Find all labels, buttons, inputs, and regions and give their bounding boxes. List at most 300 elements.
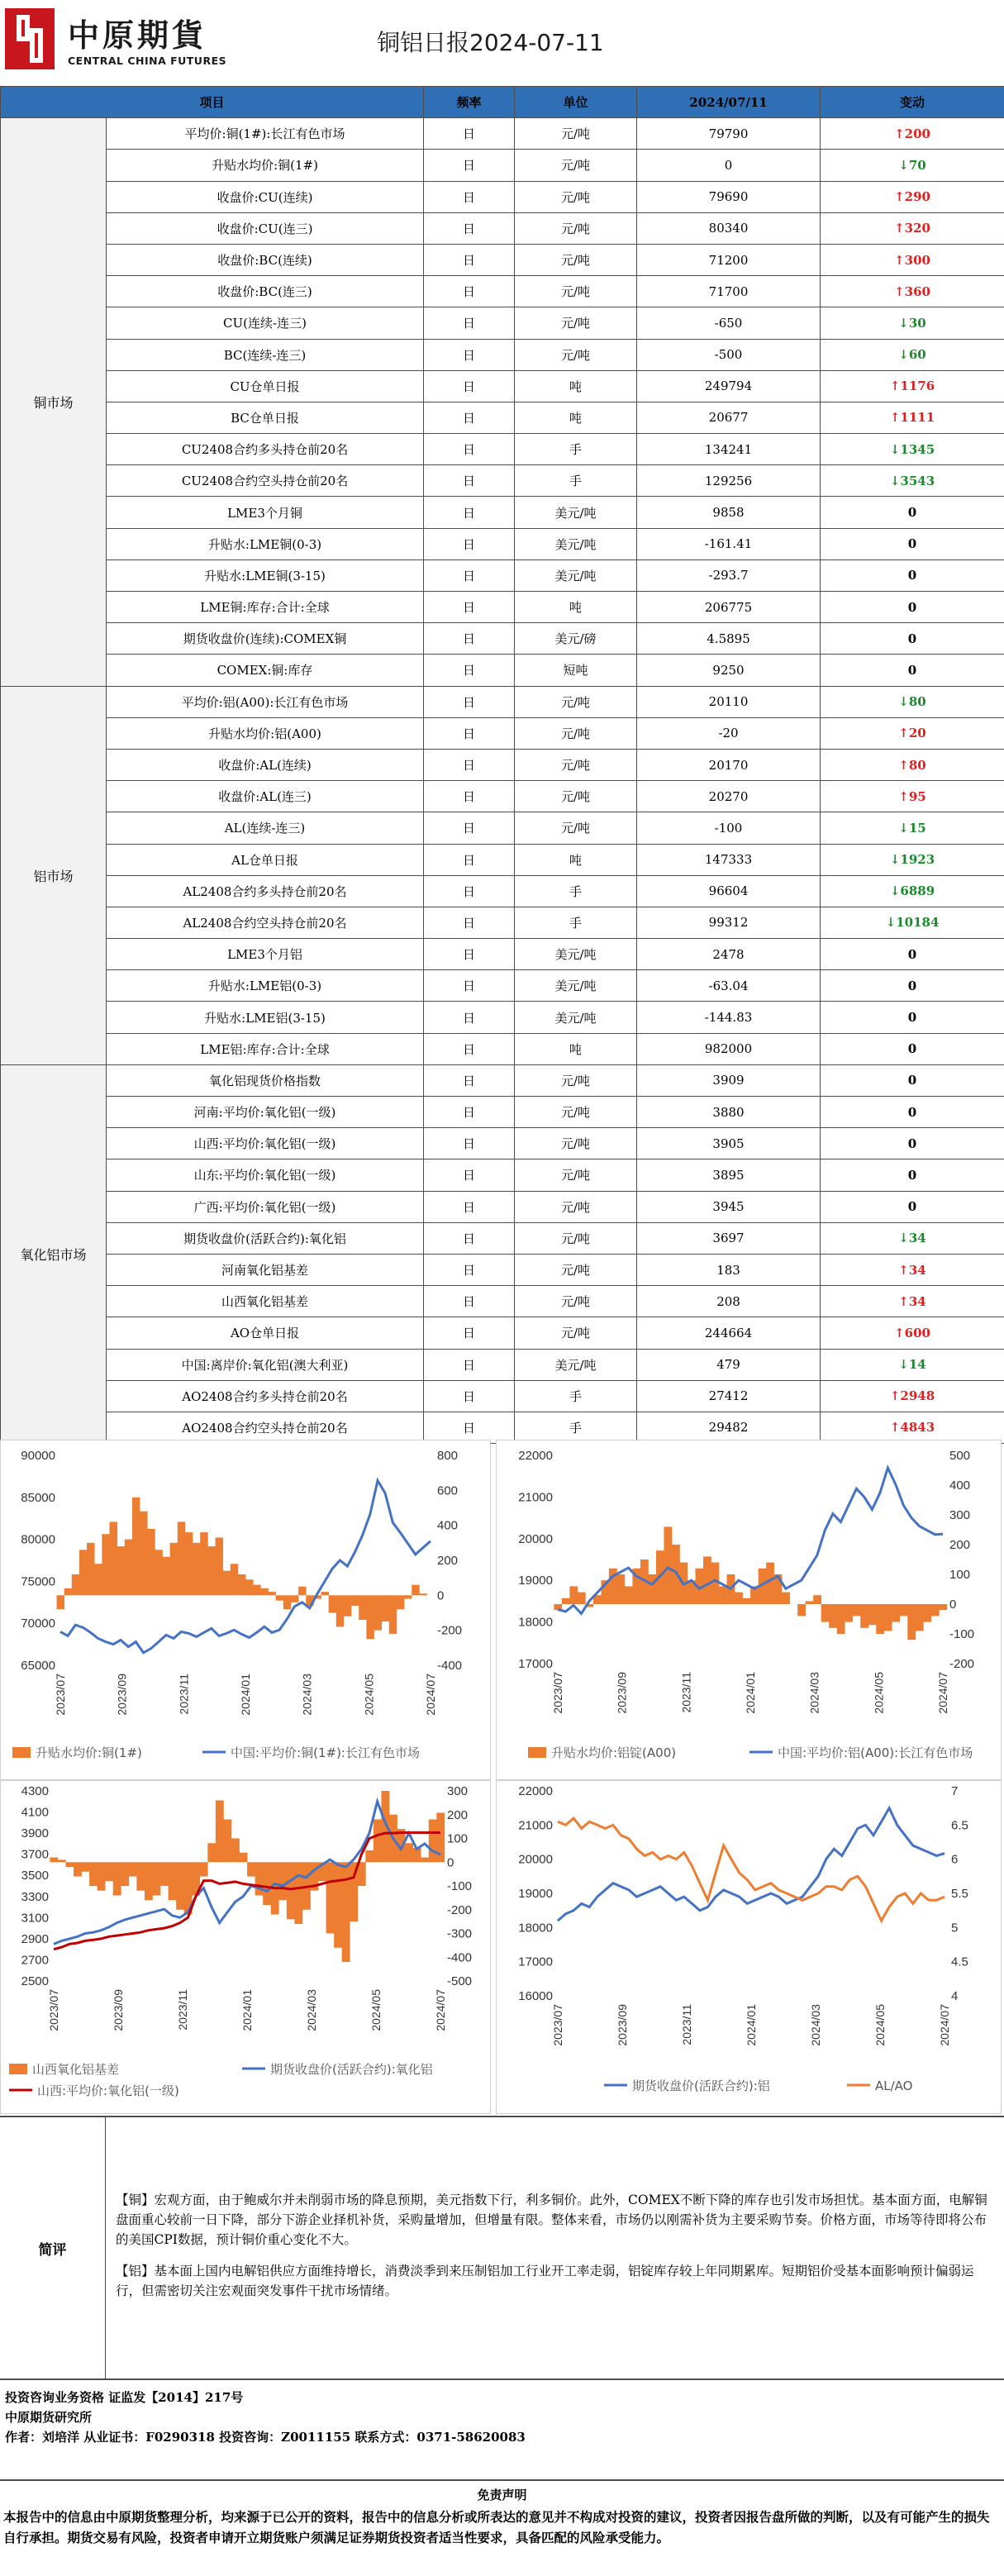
chart-copper-svg bbox=[1, 1440, 492, 1781]
area-bar bbox=[58, 1859, 66, 1862]
y-right-tick: 400 bbox=[949, 1478, 971, 1493]
cell-change: ↓1923 bbox=[821, 844, 1004, 875]
cell-item: AO2408合约多头持仓前20名 bbox=[107, 1380, 424, 1412]
area-bar bbox=[845, 1604, 853, 1622]
area-bar bbox=[287, 1862, 295, 1919]
cell-value: 4.5895 bbox=[637, 623, 821, 655]
area-bar bbox=[829, 1604, 837, 1628]
y-left-tick: 19000 bbox=[518, 1887, 553, 1901]
legend-label: 升贴水均价:铝锭(A00) bbox=[551, 1745, 677, 1760]
area-bar bbox=[436, 1812, 445, 1862]
commentary-aluminium: 【铝】基本面上国内电解铝供应方面维持增长，消费淡季到来压制铝加工行业开工率走弱，铝锭库存较上年同期累库。短期铝价受基本面影响预计偏弱运行，但需密切关注宏观面突发事件干扰市场情绪。 bbox=[116, 2264, 974, 2298]
area-bar bbox=[719, 1586, 727, 1604]
table-row bbox=[1, 1033, 1004, 1064]
cell-item: 升贴水:LME铝(3-15) bbox=[107, 1002, 424, 1033]
commentary-copper: 【铜】宏观方面，由于鲍威尔并未削弱市场的降息预期，美元指数下行，利多铜价。此外，COMEX不断下降的库存也引发市场担忧。基本面方面，电解铜盘面重心较前一日下降，部分下游企业择机补货，采购量增加，但增量有限。整体来看，市场仍以刚需补货为主要采购节奏。价格方面，市场等待即将公布的美国CPI数据，预计铜价重心变化不大。 bbox=[116, 2193, 987, 2247]
area-bar bbox=[207, 1546, 215, 1595]
series-line bbox=[558, 1818, 945, 1921]
table-row bbox=[1, 402, 1004, 433]
area-bar bbox=[223, 1820, 231, 1863]
cell-frequency: 日 bbox=[424, 150, 515, 181]
area-bar bbox=[569, 1586, 578, 1604]
y-right-tick: -200 bbox=[447, 1902, 473, 1917]
cell-unit: 元/吨 bbox=[515, 1254, 637, 1285]
area-bar bbox=[147, 1529, 155, 1595]
area-bar bbox=[94, 1564, 102, 1595]
x-tick: 2023/07 bbox=[54, 1674, 67, 1716]
area-bar bbox=[178, 1521, 185, 1595]
y-left-tick: 18000 bbox=[518, 1921, 553, 1936]
area-bar bbox=[145, 1862, 153, 1900]
cell-item: 收盘价:BC(连续) bbox=[107, 244, 424, 275]
legend-label: 期货收盘价(活跃合约):铝 bbox=[632, 2078, 770, 2093]
cell-unit: 吨 bbox=[515, 370, 637, 402]
x-tick: 2024/03 bbox=[305, 1989, 318, 2031]
y-left-tick: 3500 bbox=[21, 1869, 49, 1883]
cell-change: 0 bbox=[821, 592, 1004, 623]
area-bar bbox=[132, 1498, 140, 1596]
table-row bbox=[1, 244, 1004, 275]
table-row bbox=[1, 212, 1004, 244]
area-bar bbox=[421, 1858, 429, 1863]
cell-unit: 手 bbox=[515, 434, 637, 465]
cell-item: 升贴水:LME铜(0-3) bbox=[107, 528, 424, 559]
area-bar bbox=[245, 1579, 253, 1595]
y-left-tick: 20000 bbox=[518, 1531, 553, 1546]
cell-frequency: 日 bbox=[424, 402, 515, 433]
cell-change: ↑20 bbox=[821, 717, 1004, 749]
cell-change: 0 bbox=[821, 1064, 1004, 1096]
table-row bbox=[1, 1002, 1004, 1033]
y-left-tick: 22000 bbox=[518, 1449, 553, 1463]
area-bar bbox=[397, 1595, 404, 1609]
footer-institute: 中原期货研究所 bbox=[5, 2410, 93, 2425]
report-title: 铜铝日报2024-07-11 bbox=[377, 29, 604, 56]
section-label: 铜市场 bbox=[1, 118, 107, 686]
area-bar bbox=[404, 1595, 412, 1598]
area-bar bbox=[79, 1550, 87, 1595]
cell-value: 99312 bbox=[637, 907, 821, 938]
cell-unit: 元/吨 bbox=[515, 749, 637, 780]
col-header-unit: 单位 bbox=[515, 87, 637, 118]
cell-unit: 美元/吨 bbox=[515, 939, 637, 970]
area-bar bbox=[253, 1585, 260, 1596]
area-bar bbox=[359, 1595, 366, 1620]
cell-frequency: 日 bbox=[424, 434, 515, 465]
cell-change: 0 bbox=[821, 1191, 1004, 1222]
cell-frequency: 日 bbox=[424, 812, 515, 844]
area-bar bbox=[648, 1574, 656, 1604]
area-bar bbox=[223, 1571, 231, 1596]
y-left-tick: 75000 bbox=[21, 1574, 55, 1589]
table-row bbox=[1, 749, 1004, 780]
cell-frequency: 日 bbox=[424, 1222, 515, 1254]
cell-item: 升贴水:LME铝(0-3) bbox=[107, 970, 424, 1002]
cell-unit: 吨 bbox=[515, 592, 637, 623]
cell-item: 收盘价:AL(连三) bbox=[107, 781, 424, 812]
x-tick: 2023/09 bbox=[616, 2004, 629, 2046]
table-row bbox=[1, 1222, 1004, 1254]
area-bar bbox=[907, 1604, 916, 1640]
cell-change: ↓1345 bbox=[821, 434, 1004, 465]
area-bar bbox=[923, 1604, 931, 1622]
cell-unit: 元/吨 bbox=[515, 717, 637, 749]
area-bar bbox=[821, 1604, 830, 1622]
cell-value: 80340 bbox=[637, 212, 821, 244]
area-bar bbox=[336, 1595, 344, 1626]
x-tick: 2023/11 bbox=[680, 2004, 693, 2045]
y-left-tick: 3300 bbox=[21, 1889, 49, 1904]
cell-item: 期货收盘价(活跃合约):氧化铝 bbox=[107, 1222, 424, 1254]
chart-aluminium-premium bbox=[496, 1440, 1002, 1780]
cell-frequency: 日 bbox=[424, 181, 515, 212]
table-row bbox=[1, 307, 1004, 339]
cell-frequency: 日 bbox=[424, 1412, 515, 1443]
area-bar bbox=[72, 1574, 79, 1595]
area-bar bbox=[916, 1604, 924, 1631]
area-bar bbox=[176, 1862, 184, 1910]
table-row bbox=[1, 1128, 1004, 1159]
cell-item: 收盘价:CU(连三) bbox=[107, 212, 424, 244]
cell-change: ↑360 bbox=[821, 276, 1004, 307]
cell-unit: 元/吨 bbox=[515, 1317, 637, 1349]
area-bar bbox=[405, 1843, 413, 1862]
cell-frequency: 日 bbox=[424, 465, 515, 497]
area-bar bbox=[231, 1564, 238, 1595]
area-bar bbox=[344, 1595, 351, 1616]
area-bar bbox=[326, 1862, 335, 1933]
y-left-tick: 80000 bbox=[21, 1532, 55, 1547]
table-row bbox=[1, 812, 1004, 844]
area-bar bbox=[110, 1521, 117, 1595]
cell-item: 升贴水均价:铜(1#) bbox=[107, 150, 424, 181]
area-bar bbox=[900, 1604, 908, 1616]
table-row bbox=[1, 1286, 1004, 1317]
disclaimer-section bbox=[0, 2479, 1004, 2548]
cell-change: 0 bbox=[821, 655, 1004, 686]
area-bar bbox=[87, 1543, 94, 1596]
cell-frequency: 日 bbox=[424, 781, 515, 812]
y-right-tick: 4 bbox=[951, 1989, 959, 2003]
area-bar bbox=[797, 1604, 806, 1616]
table-row bbox=[1, 623, 1004, 655]
x-tick: 2024/03 bbox=[809, 2004, 822, 2046]
disclaimer-body: 本报告中的信息由中原期货整理分析，均来源于已公开的资料，报告中的信息分析或所表达的意见并不构成对投资的建议，投资者因报告盘所做的判断，以及有可能产生的损失自行承担。期货交易有风险，投资者申请开立期货账户须满足证券期货投资者适当性要求，具备匹配的风险承受能力。 bbox=[3, 2509, 990, 2545]
y-right-tick: 300 bbox=[447, 1784, 469, 1798]
cell-change: 0 bbox=[821, 1033, 1004, 1064]
area-bar bbox=[429, 1820, 437, 1863]
x-tick: 2024/05 bbox=[873, 2004, 887, 2046]
cell-change: ↑2948 bbox=[821, 1380, 1004, 1412]
cell-change: 0 bbox=[821, 939, 1004, 970]
cell-unit: 元/吨 bbox=[515, 1222, 637, 1254]
x-tick: 2023/07 bbox=[47, 1989, 60, 2031]
cell-value: 9250 bbox=[637, 655, 821, 686]
y-right-tick: -200 bbox=[437, 1623, 463, 1638]
cell-value: 71200 bbox=[637, 244, 821, 275]
table-row bbox=[1, 907, 1004, 938]
cell-change: ↓6889 bbox=[821, 875, 1004, 907]
chart-aluminium-svg bbox=[497, 1440, 1002, 1781]
y-left-tick: 90000 bbox=[21, 1449, 55, 1463]
y-right-tick: -500 bbox=[447, 1974, 473, 1988]
chart-alumina-basis bbox=[0, 1780, 491, 2114]
area-bar bbox=[382, 1595, 389, 1621]
table-row bbox=[1, 1159, 1004, 1191]
cell-item: 平均价:铜(1#):长江有色市场 bbox=[107, 118, 424, 150]
cell-unit: 手 bbox=[515, 1412, 637, 1443]
area-bar bbox=[152, 1862, 160, 1895]
cell-frequency: 日 bbox=[424, 907, 515, 938]
cell-unit: 美元/吨 bbox=[515, 528, 637, 559]
y-right-tick: 400 bbox=[437, 1518, 459, 1533]
table-row bbox=[1, 781, 1004, 812]
cell-value: 3895 bbox=[637, 1159, 821, 1191]
area-bar bbox=[412, 1585, 419, 1596]
cell-item: CU(连续-连三) bbox=[107, 307, 424, 339]
cell-change: 0 bbox=[821, 1128, 1004, 1159]
cell-unit: 元/吨 bbox=[515, 339, 637, 370]
area-bar bbox=[169, 1862, 177, 1900]
table-row bbox=[1, 1412, 1004, 1443]
area-bar bbox=[703, 1556, 711, 1604]
table-row bbox=[1, 970, 1004, 1002]
x-tick: 2024/03 bbox=[300, 1674, 314, 1716]
cell-value: 982000 bbox=[637, 1033, 821, 1064]
cell-value: 3697 bbox=[637, 1222, 821, 1254]
area-bar bbox=[82, 1862, 90, 1872]
cell-value: 479 bbox=[637, 1349, 821, 1380]
legend-swatch bbox=[9, 2064, 27, 2074]
area-bar bbox=[876, 1604, 884, 1634]
cell-frequency: 日 bbox=[424, 1002, 515, 1033]
cell-change: ↓60 bbox=[821, 339, 1004, 370]
cell-unit: 元/吨 bbox=[515, 276, 637, 307]
cell-change: ↓14 bbox=[821, 1349, 1004, 1380]
cell-unit: 美元/吨 bbox=[515, 497, 637, 528]
chart-al-ao-ratio bbox=[496, 1780, 1002, 2114]
company-logo bbox=[5, 8, 55, 69]
cell-value: 20170 bbox=[637, 749, 821, 780]
cell-item: CU仓单日报 bbox=[107, 370, 424, 402]
area-bar bbox=[939, 1604, 947, 1610]
x-tick: 2023/11 bbox=[679, 1672, 693, 1713]
y-right-tick: 800 bbox=[437, 1449, 459, 1463]
y-left-tick: 20000 bbox=[518, 1852, 553, 1867]
area-bar bbox=[263, 1862, 271, 1905]
x-tick: 2024/05 bbox=[369, 1989, 383, 2031]
table-row bbox=[1, 339, 1004, 370]
area-bar bbox=[782, 1593, 790, 1604]
cell-item: AL2408合约多头持仓前20名 bbox=[107, 875, 424, 907]
area-bar bbox=[200, 1862, 208, 1876]
cell-unit: 美元/吨 bbox=[515, 1349, 637, 1380]
area-bar bbox=[216, 1537, 223, 1595]
legend-label: 山西氧化铝基差 bbox=[32, 2062, 120, 2077]
cell-item: AO2408合约空头持仓前20名 bbox=[107, 1412, 424, 1443]
area-bar bbox=[931, 1604, 940, 1616]
y-left-tick: 2700 bbox=[21, 1953, 49, 1968]
cell-change: ↓70 bbox=[821, 150, 1004, 181]
cell-change: ↑1176 bbox=[821, 370, 1004, 402]
cell-value: 3905 bbox=[637, 1128, 821, 1159]
cell-unit: 元/吨 bbox=[515, 307, 637, 339]
y-right-tick: 300 bbox=[949, 1508, 971, 1522]
area-bar bbox=[766, 1563, 774, 1604]
cell-change: 0 bbox=[821, 970, 1004, 1002]
cell-frequency: 日 bbox=[424, 970, 515, 1002]
cell-frequency: 日 bbox=[424, 244, 515, 275]
table-row bbox=[1, 276, 1004, 307]
cell-value: 129256 bbox=[637, 465, 821, 497]
area-bar bbox=[283, 1595, 291, 1609]
x-tick: 2023/07 bbox=[551, 1672, 564, 1714]
area-bar bbox=[89, 1862, 98, 1886]
market-data-table bbox=[0, 86, 1004, 1444]
cell-value: 134241 bbox=[637, 434, 821, 465]
area-bar bbox=[102, 1534, 109, 1595]
cell-unit: 吨 bbox=[515, 1033, 637, 1064]
area-bar bbox=[334, 1862, 342, 1948]
cell-value: 71700 bbox=[637, 276, 821, 307]
table-row bbox=[1, 939, 1004, 970]
cell-change: 0 bbox=[821, 1159, 1004, 1191]
cell-change: 0 bbox=[821, 1002, 1004, 1033]
cell-value: 79690 bbox=[637, 181, 821, 212]
area-bar bbox=[57, 1595, 64, 1609]
cell-value: -144.83 bbox=[637, 1002, 821, 1033]
x-tick: 2024/05 bbox=[362, 1674, 376, 1716]
x-tick: 2023/09 bbox=[115, 1674, 129, 1716]
cell-item: BC(连续-连三) bbox=[107, 339, 424, 370]
area-bar bbox=[50, 1858, 58, 1863]
area-bar bbox=[105, 1862, 113, 1881]
area-bar bbox=[269, 1592, 276, 1595]
y-left-tick: 21000 bbox=[518, 1490, 553, 1505]
legend-label: 升贴水均价:铜(1#) bbox=[36, 1745, 142, 1760]
area-bar bbox=[743, 1598, 751, 1604]
table-row bbox=[1, 1064, 1004, 1096]
y-left-tick: 3700 bbox=[21, 1847, 49, 1862]
cell-value: 147333 bbox=[637, 844, 821, 875]
cell-unit: 元/吨 bbox=[515, 1191, 637, 1222]
cell-item: 期货收盘价(连续):COMEX铜 bbox=[107, 623, 424, 655]
table-row bbox=[1, 717, 1004, 749]
cell-unit: 美元/磅 bbox=[515, 623, 637, 655]
cell-value: 3880 bbox=[637, 1097, 821, 1128]
x-tick: 2023/09 bbox=[112, 1989, 125, 2031]
cell-value: 20677 bbox=[637, 402, 821, 433]
cell-change: 0 bbox=[821, 623, 1004, 655]
x-tick: 2023/11 bbox=[176, 1989, 189, 2031]
cell-change: 0 bbox=[821, 528, 1004, 559]
cell-frequency: 日 bbox=[424, 686, 515, 717]
table-row bbox=[1, 559, 1004, 591]
cell-unit: 短吨 bbox=[515, 655, 637, 686]
cell-frequency: 日 bbox=[424, 118, 515, 150]
y-right-tick: 0 bbox=[949, 1598, 957, 1612]
cell-unit: 元/吨 bbox=[515, 1159, 637, 1191]
area-bar bbox=[389, 1595, 397, 1634]
legend-label: 中国:平均价:铝(A00):长江有色市场 bbox=[778, 1745, 973, 1760]
cell-frequency: 日 bbox=[424, 276, 515, 307]
cell-change: ↑290 bbox=[821, 181, 1004, 212]
cell-change: 0 bbox=[821, 497, 1004, 528]
cell-frequency: 日 bbox=[424, 370, 515, 402]
x-tick: 2024/01 bbox=[744, 1672, 757, 1714]
cell-unit: 元/吨 bbox=[515, 781, 637, 812]
x-tick: 2024/01 bbox=[240, 1989, 254, 2031]
legend-label: 中国:平均价:铜(1#):长江有色市场 bbox=[231, 1745, 420, 1760]
cell-unit: 吨 bbox=[515, 402, 637, 433]
cell-frequency: 日 bbox=[424, 592, 515, 623]
area-bar bbox=[113, 1862, 121, 1895]
cell-unit: 元/吨 bbox=[515, 812, 637, 844]
cell-value: -500 bbox=[637, 339, 821, 370]
col-header-change: 变动 bbox=[821, 87, 1004, 118]
cell-item: AL(连续-连三) bbox=[107, 812, 424, 844]
cell-value: 27412 bbox=[637, 1380, 821, 1412]
area-bar bbox=[625, 1586, 633, 1604]
y-right-tick: 200 bbox=[949, 1538, 971, 1552]
chart-copper-premium bbox=[0, 1440, 491, 1780]
col-header-item: 项目 bbox=[1, 87, 424, 118]
cell-item: AL仓单日报 bbox=[107, 844, 424, 875]
cell-unit: 手 bbox=[515, 907, 637, 938]
y-right-tick: 500 bbox=[949, 1449, 971, 1463]
cell-item: 收盘价:BC(连三) bbox=[107, 276, 424, 307]
area-bar bbox=[616, 1574, 625, 1604]
x-tick: 2024/05 bbox=[872, 1672, 886, 1714]
area-bar bbox=[193, 1543, 200, 1596]
cell-value: 183 bbox=[637, 1254, 821, 1285]
area-bar bbox=[74, 1862, 82, 1876]
area-bar bbox=[238, 1574, 245, 1595]
cell-value: -63.04 bbox=[637, 970, 821, 1002]
y-left-tick: 65000 bbox=[21, 1659, 55, 1673]
y-left-tick: 4100 bbox=[21, 1805, 49, 1820]
cell-unit: 元/吨 bbox=[515, 150, 637, 181]
cell-item: 河南氧化铝基差 bbox=[107, 1254, 424, 1285]
area-bar bbox=[298, 1587, 306, 1596]
y-right-tick: 100 bbox=[447, 1831, 469, 1846]
cell-value: 208 bbox=[637, 1286, 821, 1317]
area-bar bbox=[185, 1532, 193, 1595]
footer-author: 作者：刘培洋 从业证书：F0290318 投资咨询：Z0011155 联系方式：0371-58620083 bbox=[5, 2430, 526, 2445]
cell-value: 244664 bbox=[637, 1317, 821, 1349]
x-tick: 2024/01 bbox=[745, 2004, 758, 2046]
y-left-tick: 2900 bbox=[21, 1931, 49, 1946]
cell-value: 3945 bbox=[637, 1191, 821, 1222]
area-bar bbox=[121, 1862, 129, 1886]
cell-unit: 元/吨 bbox=[515, 686, 637, 717]
cell-item: CU2408合约多头持仓前20名 bbox=[107, 434, 424, 465]
disclaimer-title: 免责声明 bbox=[477, 2488, 527, 2502]
table-row bbox=[1, 844, 1004, 875]
area-bar bbox=[260, 1588, 268, 1595]
y-left-tick: 17000 bbox=[518, 1657, 553, 1671]
cell-value: 206775 bbox=[637, 592, 821, 623]
cell-item: 升贴水:LME铜(3-15) bbox=[107, 559, 424, 591]
x-tick: 2024/01 bbox=[239, 1674, 252, 1716]
cell-change: ↓34 bbox=[821, 1222, 1004, 1254]
y-right-tick: 200 bbox=[447, 1807, 469, 1822]
x-tick: 2024/07 bbox=[424, 1674, 437, 1716]
area-bar bbox=[136, 1862, 145, 1891]
cell-change: ↑34 bbox=[821, 1254, 1004, 1285]
series-line bbox=[558, 1808, 945, 1921]
table-row bbox=[1, 118, 1004, 150]
